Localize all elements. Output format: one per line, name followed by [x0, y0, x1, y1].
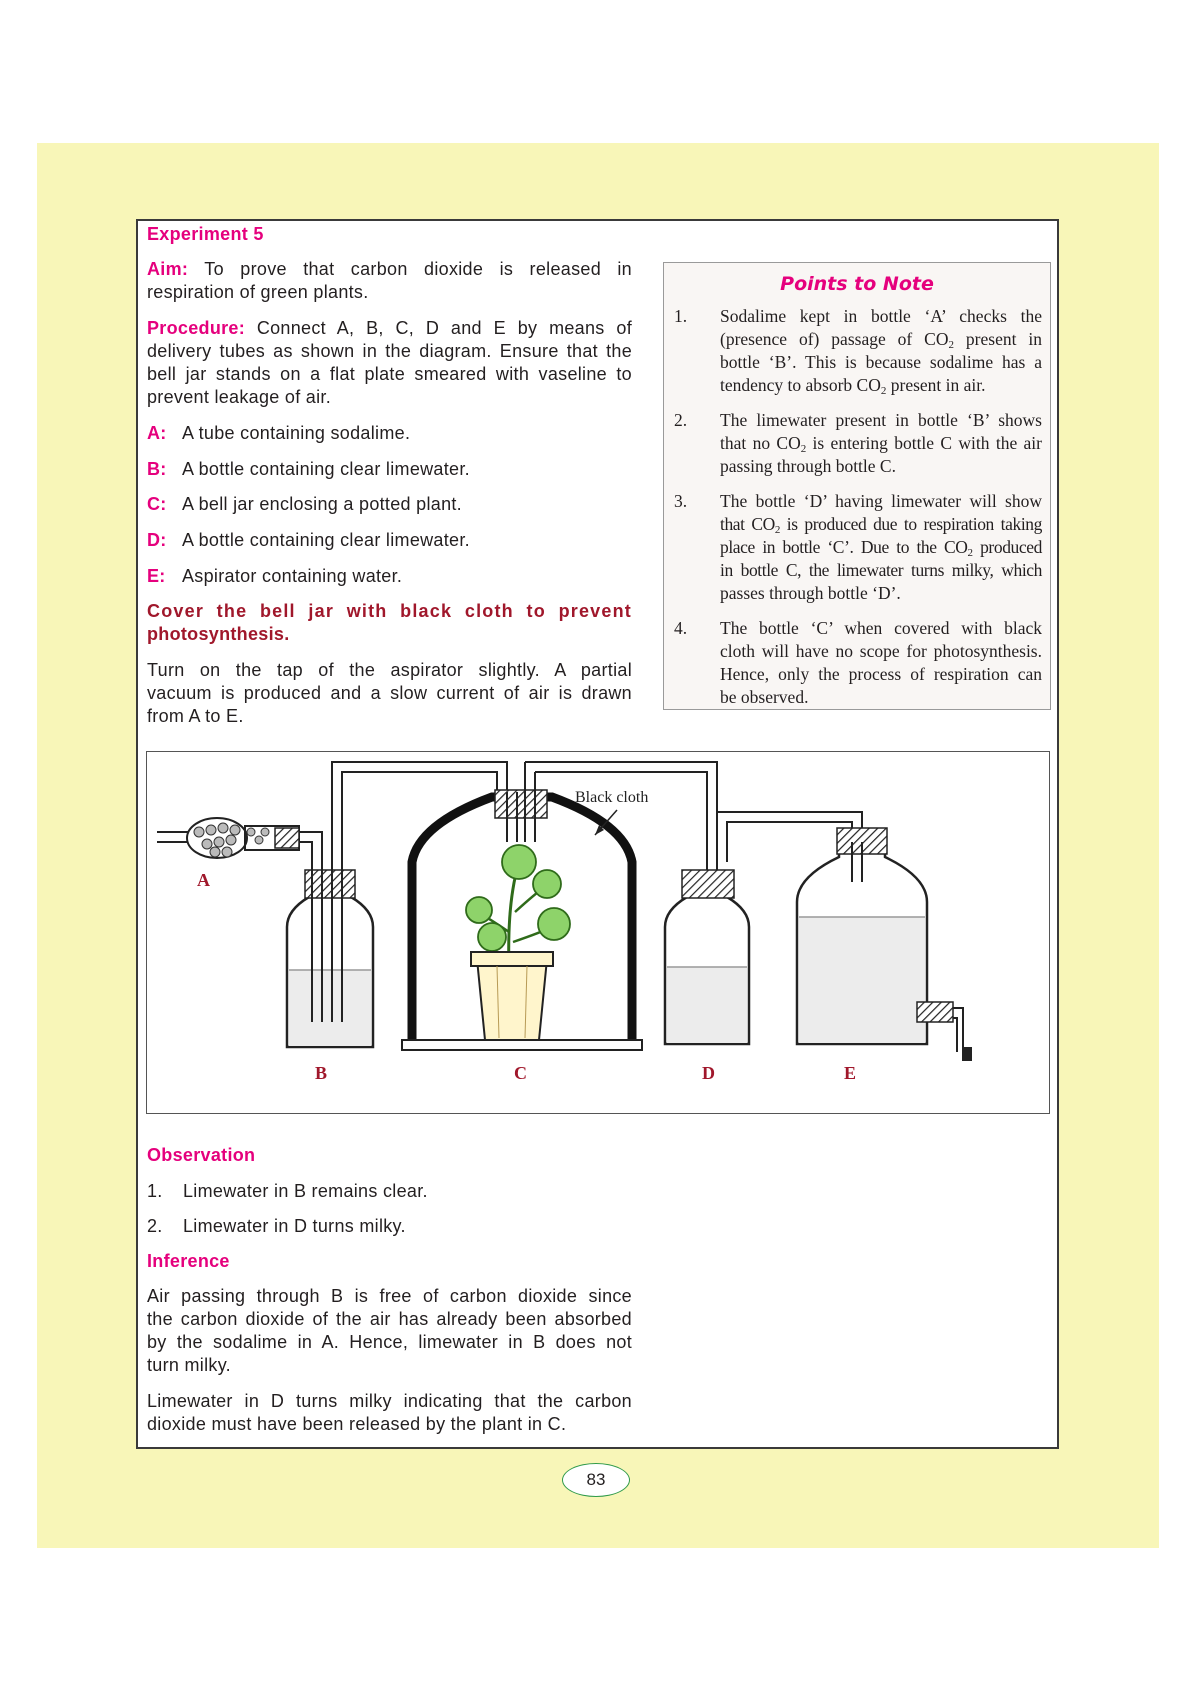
page-number: 83 — [562, 1463, 630, 1497]
procedure-line-4: prevent leakage of air. — [147, 387, 332, 407]
procedure-line-2: delivery tubes as shown in the diagram. Ensure that the — [147, 341, 632, 361]
inference-line: turn milky. — [147, 1355, 231, 1375]
list-item: B: — [147, 459, 167, 479]
label-a: A — [197, 870, 210, 890]
aspirator-e — [797, 828, 972, 1061]
points-to-note-title: Points to Note — [780, 273, 934, 295]
cover-note-line-1: Cover the bell jar with black cloth to prevent — [147, 601, 632, 621]
inference-line: dioxide must have been released by the plant in C. — [147, 1414, 567, 1434]
experiment-title: Experiment 5 — [147, 224, 264, 244]
label-c: C — [514, 1063, 527, 1083]
procedure-line-1: Procedure: Connect A, B, C, D and E by means of — [147, 318, 632, 338]
observation-heading: Observation — [147, 1145, 256, 1165]
turn-on-line-2: vacuum is produced and a slow current of air is drawn — [147, 683, 632, 703]
observation-text: Limewater in D turns milky. — [183, 1216, 406, 1236]
inference-line: by the sodalime in A. Hence, limewater in B does not — [147, 1332, 632, 1352]
points-to-note-box: Points to Note 1. Sodalime kept in bottle ‘A’ checks the (presence of) passage of $CO_2$ present in bottle ‘B’. This is because sodalime has a tendency to absorb $CO_2$ present in air. 2. The limewater present in bottle ‘B’ shows that no $CO_2$ is entering bottle C with the air passing through bottle C. 3. The bottle ‘D’ having limewater will show that $CO_2$ is produced due to respiration taking place in bottle ‘C’. Due to the $CO_2$ produced in bottle C, the limewater turns milky, which passes through bottle ‘D’. 4. The bottle ‘C’ when covered with black cloth will have no scope for photosynthesis. Hence, only the process of respiration can be observed. — [663, 262, 1051, 710]
label-b: B — [315, 1063, 328, 1083]
observation-num: 2. — [147, 1216, 163, 1236]
list-item-text: A bell jar enclosing a potted plant. — [182, 494, 462, 514]
list-item-text: A tube containing sodalime. — [182, 423, 411, 443]
list-item-text: A bottle containing clear limewater. — [182, 459, 470, 479]
apparatus-illustration — [147, 752, 1049, 1113]
black-cloth-label: Black cloth — [575, 789, 649, 806]
experiment-diagram — [146, 751, 1050, 1114]
list-item: E: — [147, 566, 166, 586]
list-item: C: — [147, 494, 167, 514]
list-item: A: — [147, 423, 167, 443]
observation-num: 1. — [147, 1181, 163, 1201]
turn-on-line-1: Turn on the tap of the aspirator slightly. A partial — [147, 660, 632, 680]
cover-note-line-2: photosynthesis. — [147, 624, 290, 644]
list-item-text: Aspirator containing water. — [182, 566, 403, 586]
list-item-text: A bottle containing clear limewater. — [182, 530, 470, 550]
inference-line: Limewater in D turns milky indicating that the carbon — [147, 1391, 632, 1411]
label-d: D — [702, 1063, 715, 1083]
list-item: D: — [147, 530, 167, 550]
label-e: E — [844, 1063, 857, 1083]
inference-heading: Inference — [147, 1251, 230, 1271]
aim-line-1: Aim: To prove that carbon dioxide is released in — [147, 259, 632, 279]
inference-line: Air passing through B is free of carbon dioxide since — [147, 1286, 632, 1306]
inference-line: the carbon dioxide of the air has already been absorbed — [147, 1309, 632, 1329]
aim-line-2: respiration of green plants. — [147, 282, 369, 302]
turn-on-line-3: from A to E. — [147, 706, 244, 726]
procedure-line-3: bell jar stands on a flat plate smeared with vaseline to — [147, 364, 632, 384]
observation-text: Limewater in B remains clear. — [183, 1181, 428, 1201]
